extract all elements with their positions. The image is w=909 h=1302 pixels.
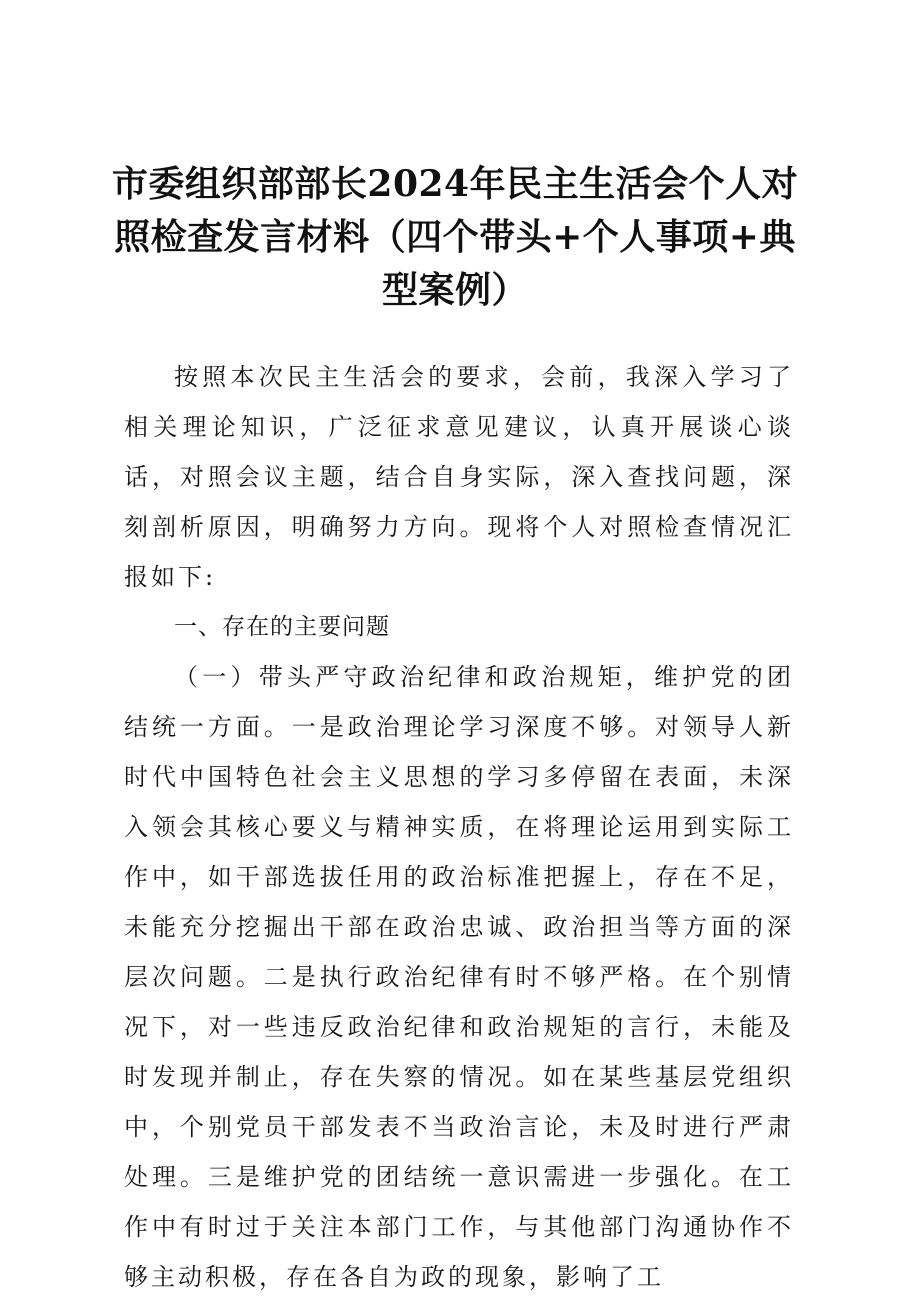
- document-title: 市委组织部部长2024年民主生活会个人对照检查发言材料（四个带头+个人事项+典型案例）: [111, 163, 799, 311]
- subsection-paragraph: （一）带头严守政治纪律和政治规矩，维护党的团结统一方面。一是政治理论学习深度不够。对领导人新时代中国特色社会主义思想的学习多停留在表面，未深入领会其核心要义与精神实质，在将理论运用到实际工作中，如干部选拔任用的政治标准把握上，存在不足，未能充分挖掘出干部在政治忠诚、政治担当等方面的深层次问题。二是执行政治纪律有时不够严格。在个别情况下，对一些违反政治纪律和政治规矩的言行，未能及时发现并制止，存在失察的情况。如在某些基层党组织中，个别党员干部发表不当政治言论，未及时进行严肃处理。三是维护党的团结统一意识需进一步强化。在工作中有时过于关注本部门工作，与其他部门沟通协作不够主动积极，存在各自为政的现象，影响了工: [124, 663, 794, 1291]
- document-body: [124, 352, 794, 1302]
- intro-paragraph: 按照本次民主生活会的要求，会前，我深入学习了相关理论知识，广泛征求意见建议，认真开展谈心谈话，对照会议主题，结合自身实际，深入查找问题，深刻剖析原因，明确努力方向。现将个人对照检查情况汇报如下:: [124, 363, 794, 591]
- section-heading: 一、存在的主要问题: [174, 614, 390, 640]
